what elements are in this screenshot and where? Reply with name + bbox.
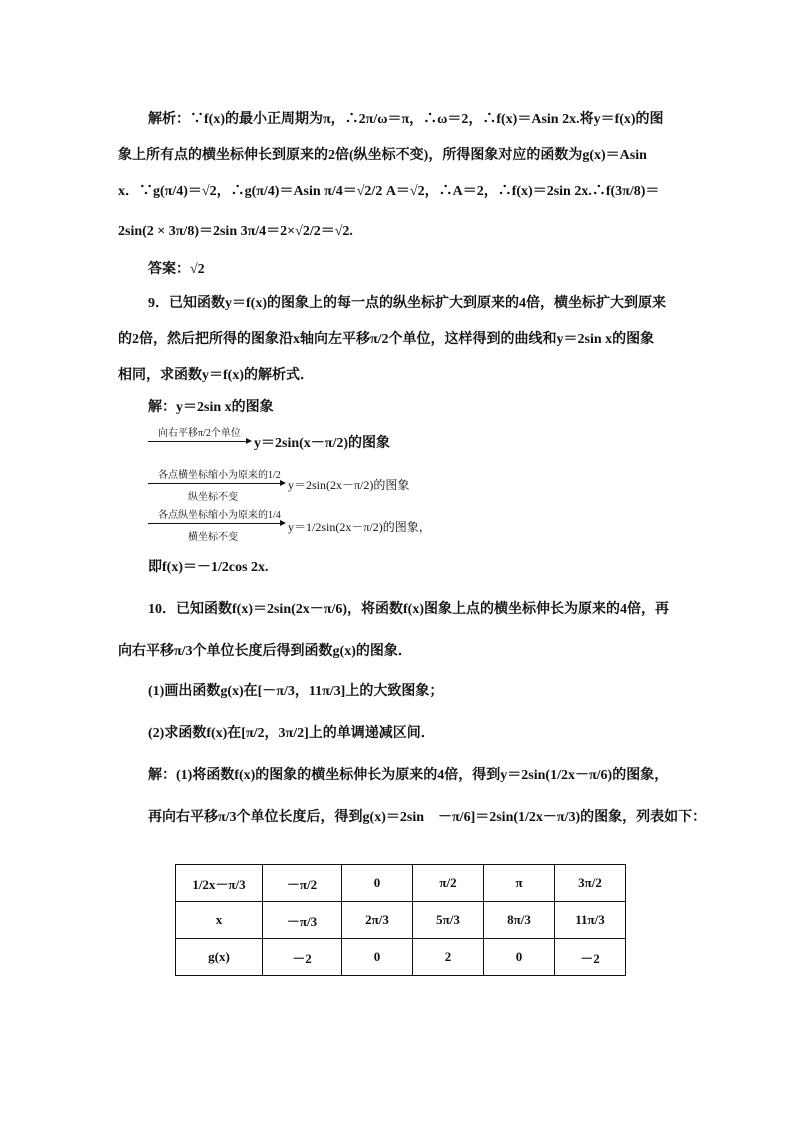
table-cell: －2 [555, 939, 626, 976]
solution8-line1: 解析：∵f(x)的最小正周期为π，∴2π/ω＝π，∴ω＝2，∴f(x)＝Asin 2x.将y＝f(x)的图 [148, 112, 664, 127]
row-header: 1/2x－π/3 [176, 865, 263, 902]
problem10-line1: 10．已知函数f(x)＝2sin(2x－π/6)，将函数f(x)图象上点的横坐标伸长为原来的4倍，再 [148, 602, 669, 617]
table-cell: 5π/3 [413, 902, 484, 939]
table-cell: 0 [342, 939, 413, 976]
table-cell: 8π/3 [484, 902, 555, 939]
table-cell: π/2 [413, 865, 484, 902]
solution8-line4: 2sin(2 × 3π/8)＝2sin 3π/4＝2×√2/2＝√2. [118, 224, 353, 239]
problem9-conclusion: 即f(x)＝－1/2cos 2x. [148, 560, 269, 575]
value-table [175, 864, 626, 976]
row-header: g(x) [176, 939, 263, 976]
table-cell: π [484, 865, 555, 902]
step1-arrow-label: 向右平移π/2个单位 [158, 428, 241, 439]
step3-arrow-line [148, 523, 280, 524]
table-cell: 2π/3 [342, 902, 413, 939]
problem10-solution-line2: 再向右平移π/3个单位长度后，得到g(x)＝2sin －π/6]＝2sin(1/2x－π/3)的图象，列表如下： [148, 810, 707, 825]
step1-arrow-line [148, 441, 246, 442]
step1-result: y＝2sin(x－π/2)的图象 [254, 436, 391, 451]
table-row [176, 865, 626, 902]
step2-arrow-sublabel: 纵坐标不变 [188, 492, 238, 503]
problem9-line1: 9．已知函数y＝f(x)的图象上的每一点的纵坐标扩大到原来的4倍，横坐标扩大到原来 [148, 296, 666, 311]
solution8-line3: x．∵g(π/4)＝√2，∴g(π/4)＝Asin π/4＝√2/2 A＝√2，∴A＝2，∴f(x)＝2sin 2x.∴f(3π/8)＝ [118, 184, 660, 199]
table-cell: －π/3 [263, 902, 342, 939]
solution8-line2: 象上所有点的横坐标伸长到原来的2倍(纵坐标不变)，所得图象对应的函数为g(x)＝Asin [118, 148, 647, 163]
table-cell: 3π/2 [555, 865, 626, 902]
transform-step-1 [148, 424, 688, 460]
problem9-solution-intro: 解：y＝2sin x的图象 [148, 400, 274, 415]
step2-arrow-label: 各点横坐标缩小为原来的1/2 [158, 470, 281, 481]
table-cell: 11π/3 [555, 902, 626, 939]
problem10-solution-line1: 解：(1)将函数f(x)的图象的横坐标伸长为原来的4倍，得到y＝2sin(1/2x－π/6)的图象， [148, 768, 669, 783]
arrow-right-icon [280, 480, 286, 486]
table-cell: 0 [342, 865, 413, 902]
table-cell: 0 [484, 939, 555, 976]
table-row [176, 902, 626, 939]
step3-arrow-sublabel: 横坐标不变 [188, 532, 238, 543]
step2-result: y＝2sin(2x－π/2)的图象 [288, 478, 410, 492]
answer-label: 答案：√2 [148, 262, 205, 277]
problem10-part2: (2)求函数f(x)在[π/2，3π/2]上的单调递减区间． [148, 726, 435, 741]
table-cell: －2 [263, 939, 342, 976]
transform-step-2 [148, 466, 688, 502]
arrow-right-icon [246, 438, 252, 444]
step3-arrow-label: 各点纵坐标缩小为原来的1/4 [158, 510, 281, 521]
transform-step-3 [148, 506, 688, 542]
problem9-line2: 的2倍，然后把所得的图象沿x轴向左平移π/2个单位，这样得到的曲线和y＝2sin x的图象 [118, 332, 655, 347]
table-cell: 2 [413, 939, 484, 976]
step3-result: y＝1/2sin(2x－π/2)的图象， [288, 520, 431, 534]
problem9-line3: 相同，求函数y＝f(x)的解析式． [118, 368, 314, 383]
problem10-part1: (1)画出函数g(x)在[－π/3，11π/3]上的大致图象； [148, 684, 444, 699]
arrow-right-icon [280, 520, 286, 526]
table-row [176, 939, 626, 976]
step2-arrow-line [148, 483, 280, 484]
problem10-line2: 向右平移π/3个单位长度后得到函数g(x)的图象． [118, 644, 412, 659]
row-header: x [176, 902, 263, 939]
table-cell: －π/2 [263, 865, 342, 902]
